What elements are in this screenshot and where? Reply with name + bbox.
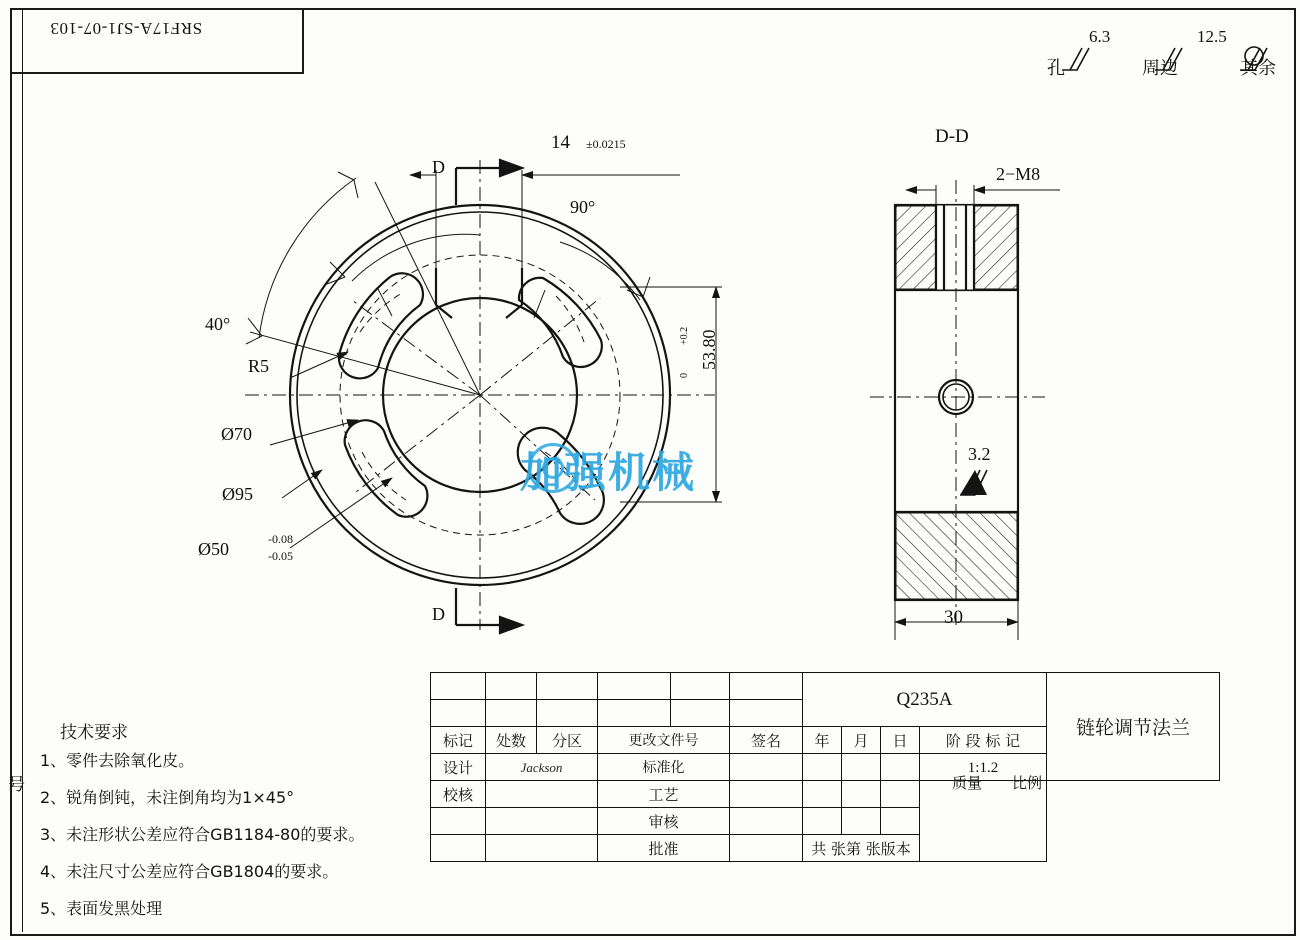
cell-blank [598,673,671,700]
header-fenqu: 分区 [537,727,598,754]
dim-height-53-80: 53.80 [699,329,719,370]
table-row [431,835,1220,862]
drawing-code: SRF17A-SJ1-07-103 [50,19,203,38]
part-name-cell [1047,673,1220,781]
cell-blank [920,781,1047,862]
dim-height-tol-upper: +0.2 [679,326,690,345]
table-row [431,808,1220,835]
section-view-title: D-D [935,126,969,147]
cell-blank [730,673,803,700]
dim-dia-70: Ø70 [221,424,252,444]
dim-angle-40: 40° [205,314,231,334]
designer-name: Jackson [520,760,563,775]
stray-character: 号 [8,775,25,794]
sheet-count-text: 共 张第 张版本 [811,839,911,858]
scale-value: 1:1.2 [967,759,999,776]
cell-blank [730,754,803,781]
tech-note-4: 4、未注尺寸公差应符合GB1804的要求。 [40,862,339,881]
header-ri: 日 [881,727,920,754]
header-biaoji: 标记 [431,727,486,754]
cell-blank [431,700,486,727]
cell-blank [537,673,598,700]
cell-blank [431,835,486,862]
header-nian: 年 [803,727,842,754]
header-qianming: 签名 [730,727,803,754]
tech-note-3: 3、未注形状公差应符合GB1184-80的要求。 [40,825,365,844]
dim-height-tol-lower: 0 [679,373,690,378]
cell-blank [537,700,598,727]
label-shenhe: 审核 [598,808,730,835]
cell-blank [486,700,537,727]
thread-label-2-m8: 2−M8 [996,164,1041,184]
tech-note-5: 5、表面发黑处理 [40,899,163,918]
cell-blank [803,754,842,781]
dim-dia-95: Ø95 [222,484,253,504]
label-pizhun: 批准 [598,835,730,862]
tech-note-1: 1、零件去除氧化皮。 [40,751,195,770]
cell-blank [730,808,803,835]
tech-requirements-list [40,748,364,933]
value-jiaohe [486,781,598,808]
cell-blank [881,754,920,781]
cell-blank [486,835,598,862]
cell-blank [881,781,920,808]
watermark-text: 加强机械 [520,448,697,497]
cell-blank [730,835,803,862]
cell-blank [842,754,881,781]
material-cell [803,673,1047,727]
cell-blank [842,808,881,835]
sheet-count-cell [803,835,920,862]
label-gongyi: 工艺 [598,781,730,808]
dim-dia-50: Ø50 [198,539,229,559]
material-value: Q235A [896,688,953,710]
dim-dia-50-tol-lower: -0.05 [268,549,293,563]
dim-thickness-30: 30 [944,607,963,628]
cell-blank [598,700,671,727]
cell-blank [881,808,920,835]
label-jiaohe: 校核 [431,781,486,808]
header-zhiliang: 质量 [952,774,983,792]
cell-blank [671,700,730,727]
finish-hole-label: 孔 [1047,58,1065,78]
tech-requirements-title: 技术要求 [60,723,128,742]
label-sheji: 设计 [431,754,486,781]
dim-radius-r5: R5 [248,356,270,376]
dim-width-14-tol: ±0.0215 [586,137,626,151]
finish-edge-value: 12.5 [1197,27,1227,46]
label-biaozhunhua: 标准化 [598,754,730,781]
dim-width-14: 14 [551,132,570,153]
cell-blank [803,781,842,808]
cell-blank [486,808,598,835]
section-mark-d-top: D [432,157,445,177]
cell-blank [431,673,486,700]
title-block [430,672,1220,862]
section-mark-d-bottom: D [432,604,445,624]
header-genggai-wenjianhao: 更改文件号 [598,727,730,754]
dim-angle-90: 90° [570,197,596,217]
cell-blank [671,673,730,700]
cell-blank [431,808,486,835]
part-name-value: 链轮调节法兰 [1075,717,1190,739]
header-bili: 比例 [1012,774,1043,792]
cell-blank [730,781,803,808]
cell-blank [486,673,537,700]
finish-rest-label: 其余 [1240,58,1276,78]
section-surface-finish: 3.2 [968,444,991,464]
header-jieduan-biaoji: 阶 段 标 记 [920,727,1047,754]
cell-blank [803,808,842,835]
table-row [431,673,1220,700]
finish-edge-label: 周边 [1142,58,1178,78]
header-yue: 月 [842,727,881,754]
title-block-table [430,672,1220,862]
cell-blank [730,700,803,727]
dim-dia-50-tol-upper: -0.08 [268,532,293,546]
value-sheji [486,754,598,781]
finish-hole-value: 6.3 [1089,27,1111,46]
table-row [431,781,1220,808]
tech-note-2: 2、锐角倒钝，未注倒角均为1×45° [40,788,295,807]
header-chushu: 处数 [486,727,537,754]
cell-blank [842,781,881,808]
